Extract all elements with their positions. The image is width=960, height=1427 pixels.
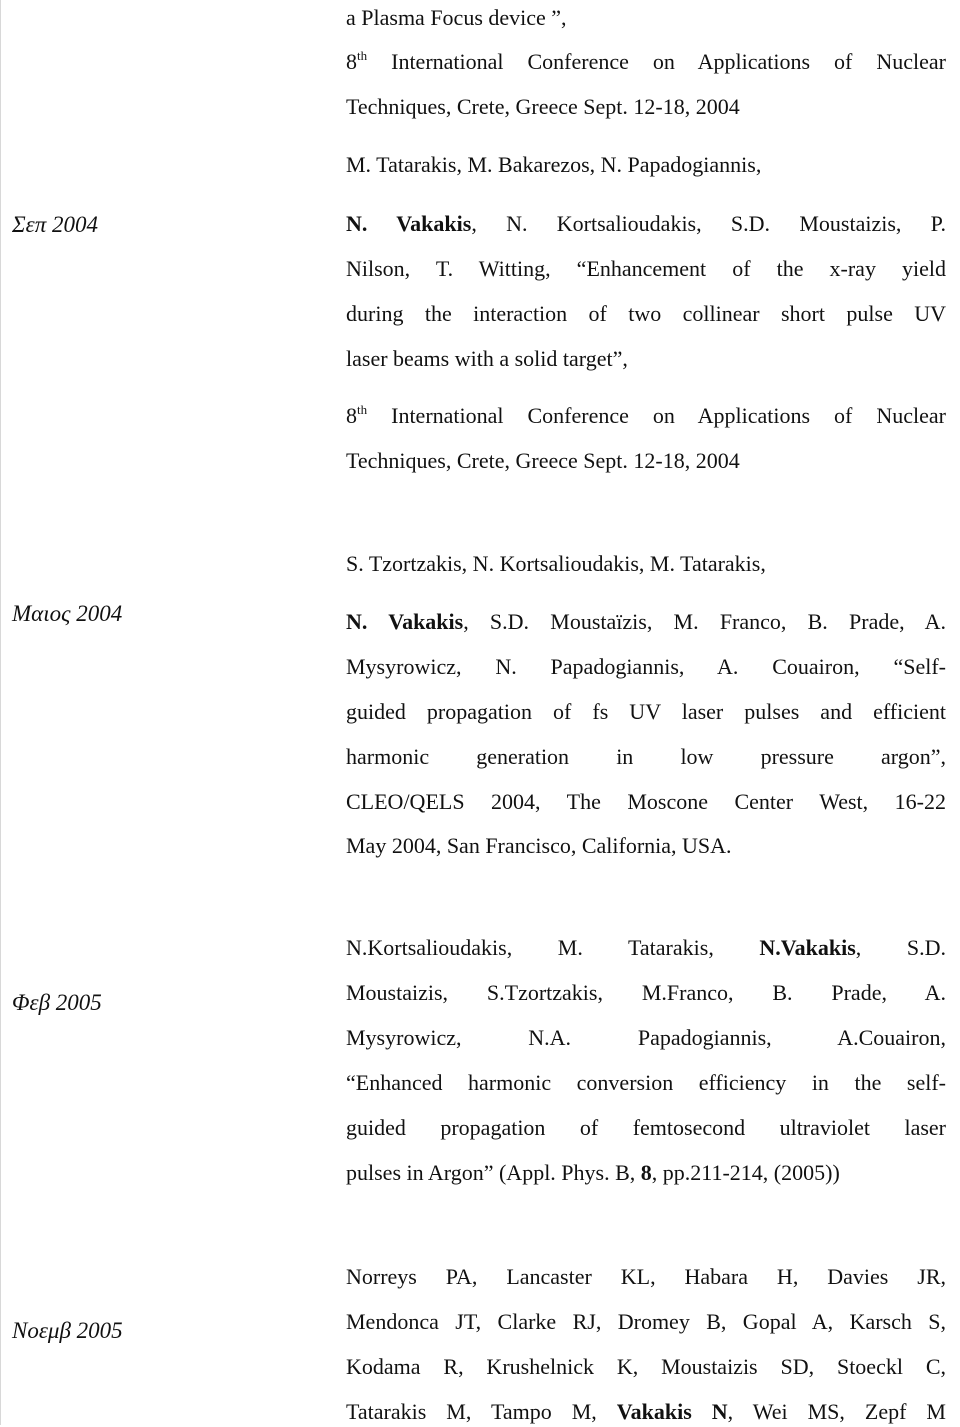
entry-1-line-2: Nilson, T. Witting, “Enhancement of the x-ray yield: [346, 256, 946, 281]
entry-3-line-4: guided propagation of femtosecond ultraviolet laser: [346, 1115, 946, 1140]
entry-0-line-1: 8th International Conference on Applications of Nuclear: [346, 48, 946, 74]
page-left-edge: [0, 0, 1, 1425]
entry-2-date: Μαιος 2004: [12, 601, 123, 626]
entry-4-line-0: Norreys PA, Lancaster KL, Habara H, Davies JR,: [346, 1264, 946, 1289]
entry-2-line-1: N. Vakakis, S.D. Moustaïzis, M. Franco, B. Prade, A.: [346, 609, 946, 634]
entry-2-line-6: May 2004, San Francisco, California, USA.: [346, 833, 732, 858]
entry-1-date: Σεπ 2004: [12, 212, 99, 237]
entry-1-line-6: Techniques, Crete, Greece Sept. 12-18, 2004: [346, 448, 740, 473]
entry-4-line-1: Mendonca JT, Clarke RJ, Dromey B, Gopal A, Karsch S,: [346, 1309, 946, 1334]
entry-2-line-2: Mysyrowicz, N. Papadogiannis, A. Couairon, “Self-: [346, 654, 946, 679]
entry-3-line-3: “Enhanced harmonic conversion efficiency in the self-: [346, 1070, 946, 1095]
entry-1-line-5: 8th International Conference on Applications of Nuclear: [346, 402, 946, 428]
entry-2-line-5: CLEO/QELS 2004, The Moscone Center West, 16-22: [346, 789, 946, 814]
entry-4-line-2: Kodama R, Krushelnick K, Moustaizis SD, Stoeckl C,: [346, 1354, 946, 1379]
entry-3-date: Φεβ 2005: [12, 990, 102, 1015]
entry-2-line-0: S. Tzortzakis, N. Kortsalioudakis, M. Tatarakis,: [346, 551, 766, 576]
entry-1-line-4: laser beams with a solid target”,: [346, 346, 628, 371]
entry-1-line-0: M. Tatarakis, M. Bakarezos, N. Papadogiannis,: [346, 152, 762, 177]
entry-4-line-3: Tatarakis M, Tampo M, Vakakis N, Wei MS, Zepf M: [346, 1399, 946, 1424]
entry-3-line-2: Mysyrowicz, N.A. Papadogiannis, A.Couairon,: [346, 1025, 946, 1050]
entry-3-line-5: pulses in Argon” (Appl. Phys. B, 8, pp.211-214, (2005)): [346, 1160, 840, 1185]
entry-2-line-4: harmonic generation in low pressure argon”,: [346, 744, 946, 769]
entry-3-line-0: N.Kortsalioudakis, M. Tatarakis, N.Vakakis, S.D.: [346, 935, 946, 960]
entry-4-date: Νοεμβ 2005: [12, 1318, 123, 1343]
entry-0-line-0: a Plasma Focus device ”,: [346, 5, 567, 30]
entry-1-line-1: N. Vakakis, N. Kortsalioudakis, S.D. Moustaizis, P.: [346, 211, 946, 236]
entry-0-line-2: Techniques, Crete, Greece Sept. 12-18, 2004: [346, 94, 740, 119]
entry-1-line-3: during the interaction of two collinear short pulse UV: [346, 301, 946, 326]
entry-3-line-1: Moustaizis, S.Tzortzakis, M.Franco, B. Prade, A.: [346, 980, 946, 1005]
entry-2-line-3: guided propagation of fs UV laser pulses and efficient: [346, 699, 946, 724]
